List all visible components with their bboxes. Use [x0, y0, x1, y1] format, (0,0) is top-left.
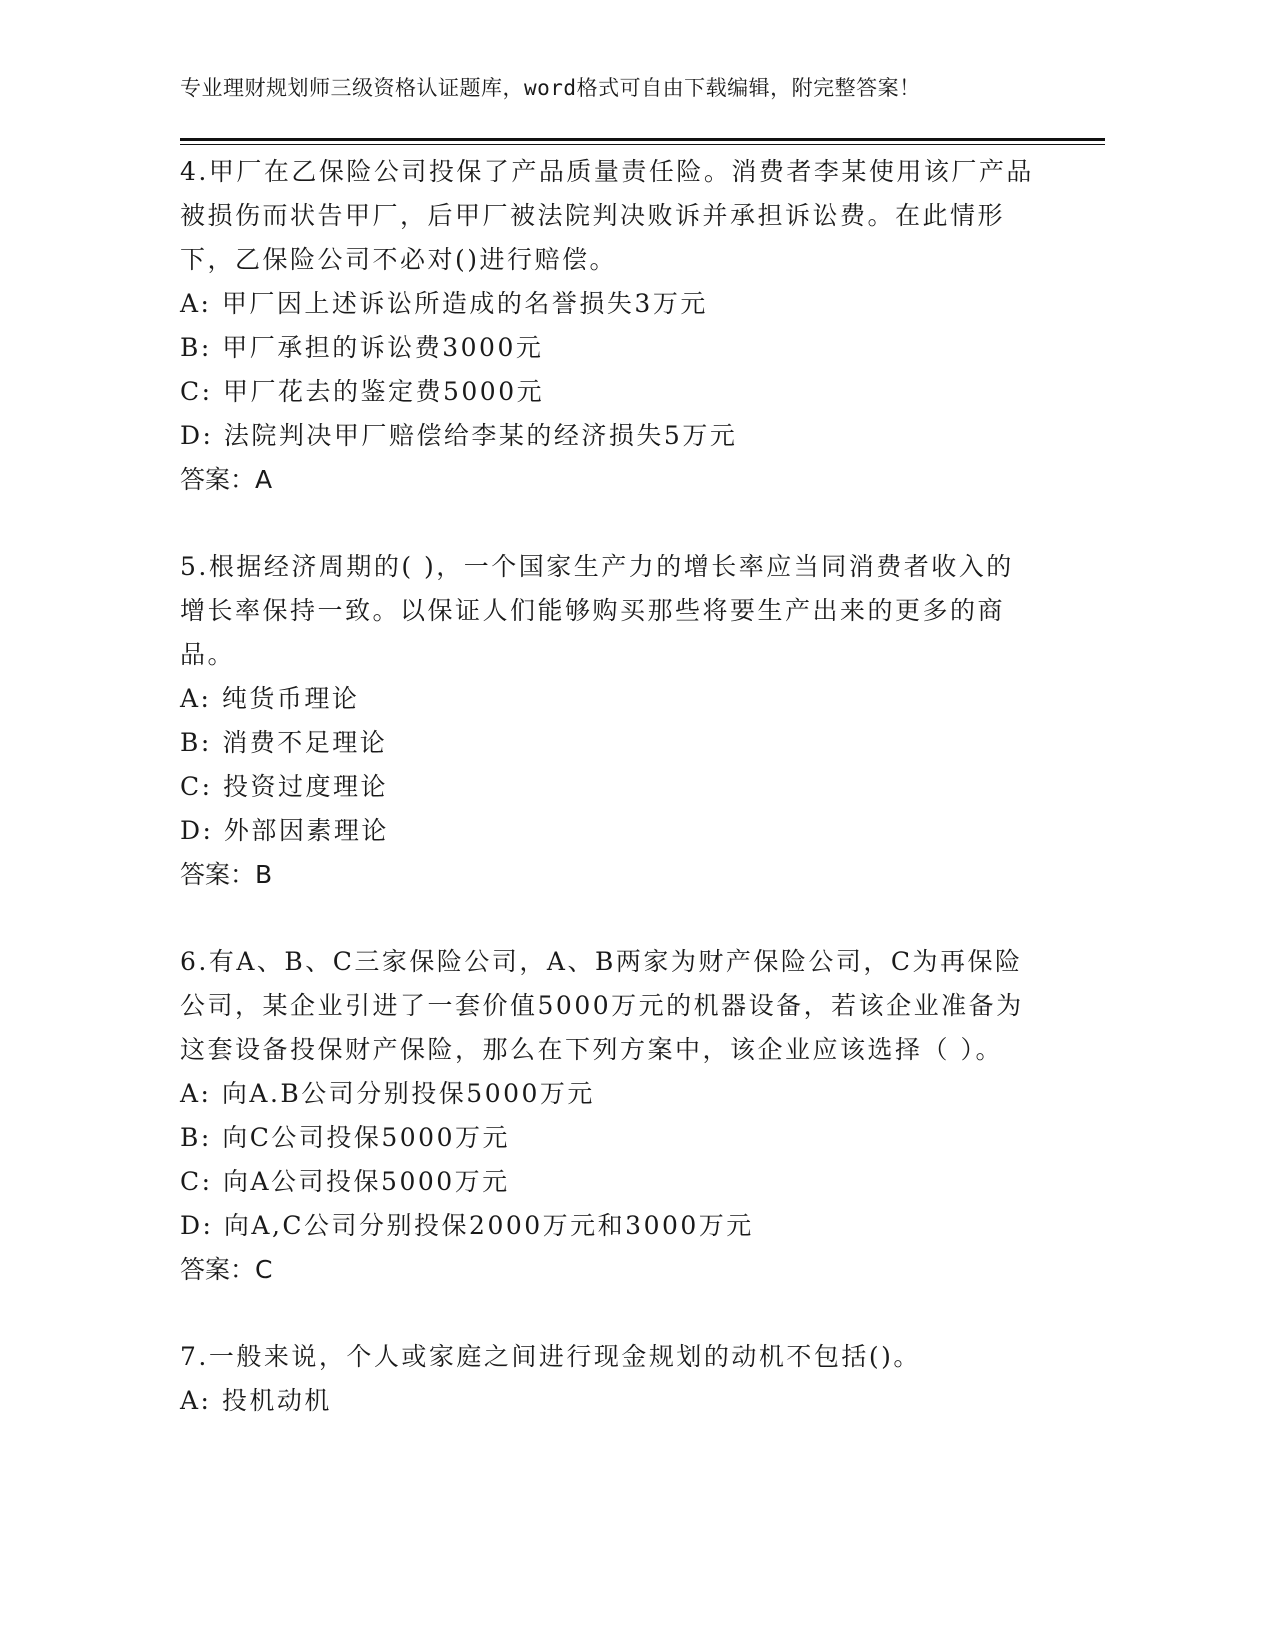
- option-a: A: 甲厂因上述诉讼所造成的名誉损失3万元: [180, 289, 708, 318]
- option-c: C: 投资过度理论: [180, 772, 388, 801]
- option-c: C: 甲厂花去的鉴定费5000元: [180, 377, 545, 406]
- question-gap: [180, 897, 1040, 940]
- question-4: [180, 150, 1040, 502]
- option-d: D: 外部因素理论: [180, 816, 389, 845]
- option-d: D: 向A,C公司分别投保2000万元和3000万元: [180, 1211, 754, 1240]
- option-c: C: 向A公司投保5000万元: [180, 1167, 510, 1196]
- answer-line: 答案：A: [180, 465, 273, 494]
- question-list: [180, 150, 1040, 1423]
- question-gap: [180, 1292, 1040, 1335]
- question-6: [180, 940, 1040, 1292]
- header-rule-thick: [180, 138, 1105, 141]
- question-7: [180, 1335, 1040, 1423]
- option-b: B: 消费不足理论: [180, 728, 388, 757]
- answer-line: 答案：C: [180, 1255, 273, 1284]
- question-stem: 6.有A、B、C三家保险公司，A、B两家为财产保险公司，C为再保险公司，某企业引进了一套价值5000万元的机器设备，若该企业准备为这套设备投保财产保险，那么在下列方案中，该企业应该选择（ ）。: [180, 947, 1024, 1064]
- header-rule-thin: [180, 144, 1105, 145]
- option-b: B: 甲厂承担的诉讼费3000元: [180, 333, 544, 362]
- question-stem: 7.一般来说，个人或家庭之间进行现金规划的动机不包括()。: [180, 1342, 921, 1371]
- document-header: 专业理财规划师三级资格认证题库，word格式可自由下载编辑，附完整答案！: [180, 76, 921, 100]
- option-d: D: 法院判决甲厂赔偿给李某的经济损失5万元: [180, 421, 738, 450]
- option-a: A: 投机动机: [180, 1386, 332, 1415]
- option-b: B: 向C公司投保5000万元: [180, 1123, 510, 1152]
- question-5: [180, 545, 1040, 897]
- question-stem: 4.甲厂在乙保险公司投保了产品质量责任险。消费者李某使用该厂产品被损伤而状告甲厂，后甲厂被法院判决败诉并承担诉讼费。在此情形下，乙保险公司不必对()进行赔偿。: [180, 157, 1034, 274]
- answer-line: 答案：B: [180, 860, 273, 889]
- option-a: A: 向A.B公司分别投保5000万元: [180, 1079, 595, 1108]
- question-gap: [180, 502, 1040, 545]
- question-stem: 5.根据经济周期的( )，一个国家生产力的增长率应当同消费者收入的增长率保持一致。以保证人们能够购买那些将要生产出来的更多的商品。: [180, 552, 1014, 669]
- option-a: A: 纯货币理论: [180, 684, 360, 713]
